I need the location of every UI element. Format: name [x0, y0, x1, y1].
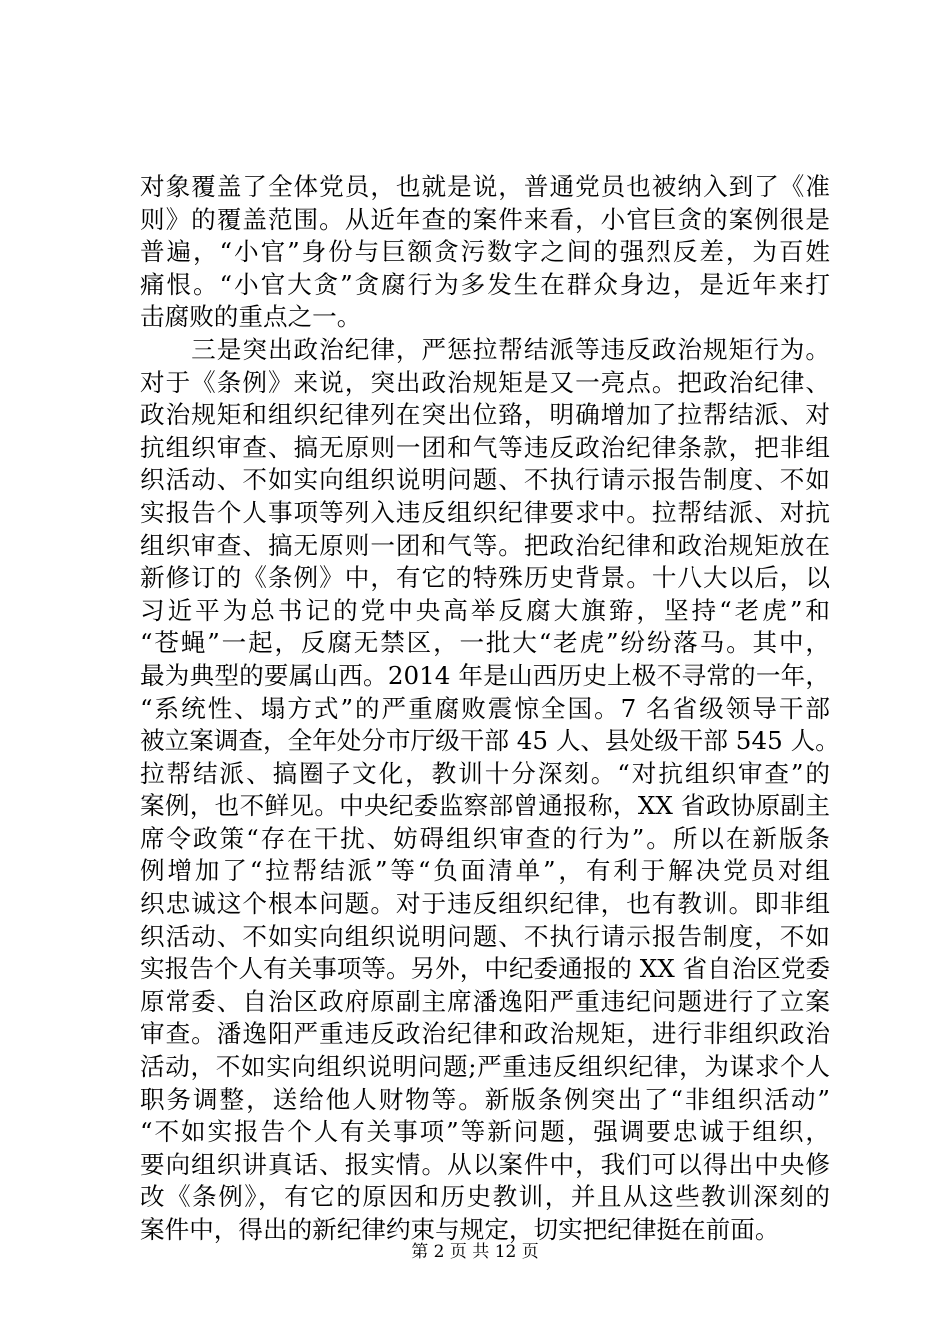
text-line: 实报告个人事项等列入违反组织纪律要求中。拉帮结派、对抗	[140, 497, 830, 527]
text-line: 例增加了“拉帮结派”等“负面清单”，有利于解决党员对组	[140, 856, 830, 886]
body-text	[140, 171, 840, 1247]
text-line: 原常委、自治区政府原副主席潘逸阳严重违纪问题进行了立案	[140, 986, 830, 1016]
text-line: 被立案调查，全年处分市厅级干部 45 人、县处级干部 545 人。	[140, 726, 840, 756]
text-line: “系统性、塌方式”的严重腐败震惊全国。7 名省级领导干部	[140, 693, 830, 723]
text-line: 织活动、不如实向组织说明问题、不执行请示报告制度、不如	[140, 465, 830, 495]
text-line: 改《条例》，有它的原因和历史教训，并且从这些教训深刻的	[140, 1182, 830, 1212]
text-line: “苍蝇”一起，反腐无禁区，一批大“老虎”纷纷落马。其中，	[140, 628, 830, 658]
text-line: 织忠诚这个根本问题。对于违反组织纪律，也有教训。即非组	[140, 889, 830, 919]
text-line: 案件中，得出的新纪律约束与规定，切实把纪律挺在前面。	[140, 1215, 780, 1244]
text-line: 则》的覆盖范围。从近年查的案件来看，小官巨贪的案例很是	[140, 204, 830, 234]
text-line: 三是突出政治纪律，严惩拉帮结派等违反政治规矩行为。	[140, 334, 830, 364]
text-line: 实报告个人有关事项等。另外，中纪委通报的 XX 省自治区党委	[140, 954, 831, 984]
text-line: 最为典型的要属山西。2014 年是山西历史上极不寻常的一年，	[140, 660, 830, 690]
text-line: 习近平为总书记的党中央高举反腐大旗臶，坚持“老虎”和	[140, 595, 830, 625]
text-line: 拉帮结派、搞圈子文化，教训十分深刻。“对抗组织审查”的	[140, 758, 830, 788]
text-line: 政治规矩和组织纪律列在突出位臵，明确增加了拉帮结派、对	[140, 400, 830, 430]
text-line: 普遍，“小官”身份与巨额贪污数字之间的强烈反差，为百姓	[140, 237, 830, 267]
text-line: 对于《条例》来说，突出政治规矩是又一亮点。把政治纪律、	[140, 367, 830, 397]
text-line: “不如实报告个人有关事项”等新问题，强调要忠诚于组织，	[140, 1117, 830, 1147]
text-line: 案例，也不鲜见。中央纪委监察部曾通报称，XX 省政协原副主	[140, 791, 830, 821]
text-line: 活动，不如实向组织说明问题;严重违反组织纪律，为谋求个人	[140, 1052, 830, 1082]
page-footer: 第 2 页 共 12 页	[411, 1242, 539, 1262]
text-line: 新修订的《条例》中，有它的特殊历史背景。十八大以后，以	[140, 563, 830, 593]
text-line: 抗组织审查、搞无原则一团和气等违反政治纪律条款，把非组	[140, 432, 830, 462]
text-line: 击腐败的重点之一。	[140, 302, 362, 332]
text-line: 痛恨。“小官大贪”贪腐行为多发生在群众身边，是近年来打	[140, 269, 830, 299]
text-line: 要向组织讲真话、报实情。从以案件中，我们可以得出中央修	[140, 1149, 830, 1179]
text-line: 对象覆盖了全体党员，也就是说，普通党员也被纳入到了《准	[140, 172, 830, 201]
text-line: 组织审查、搞无原则一团和气等。把政治纪律和政治规矩放在	[140, 530, 830, 560]
text-line: 审查。潘逸阳严重违反政治纪律和政治规矩，进行非组织政治	[140, 1019, 830, 1049]
text-line: 织活动、不如实向组织说明问题、不执行请示报告制度，不如	[140, 921, 830, 951]
text-line: 席令政策“存在干扰、妨碍组织审查的行为”。所以在新版条	[140, 823, 830, 853]
text-line: 职务调整，送给他人财物等。新版条例突出了“非组织活动”	[140, 1084, 830, 1114]
